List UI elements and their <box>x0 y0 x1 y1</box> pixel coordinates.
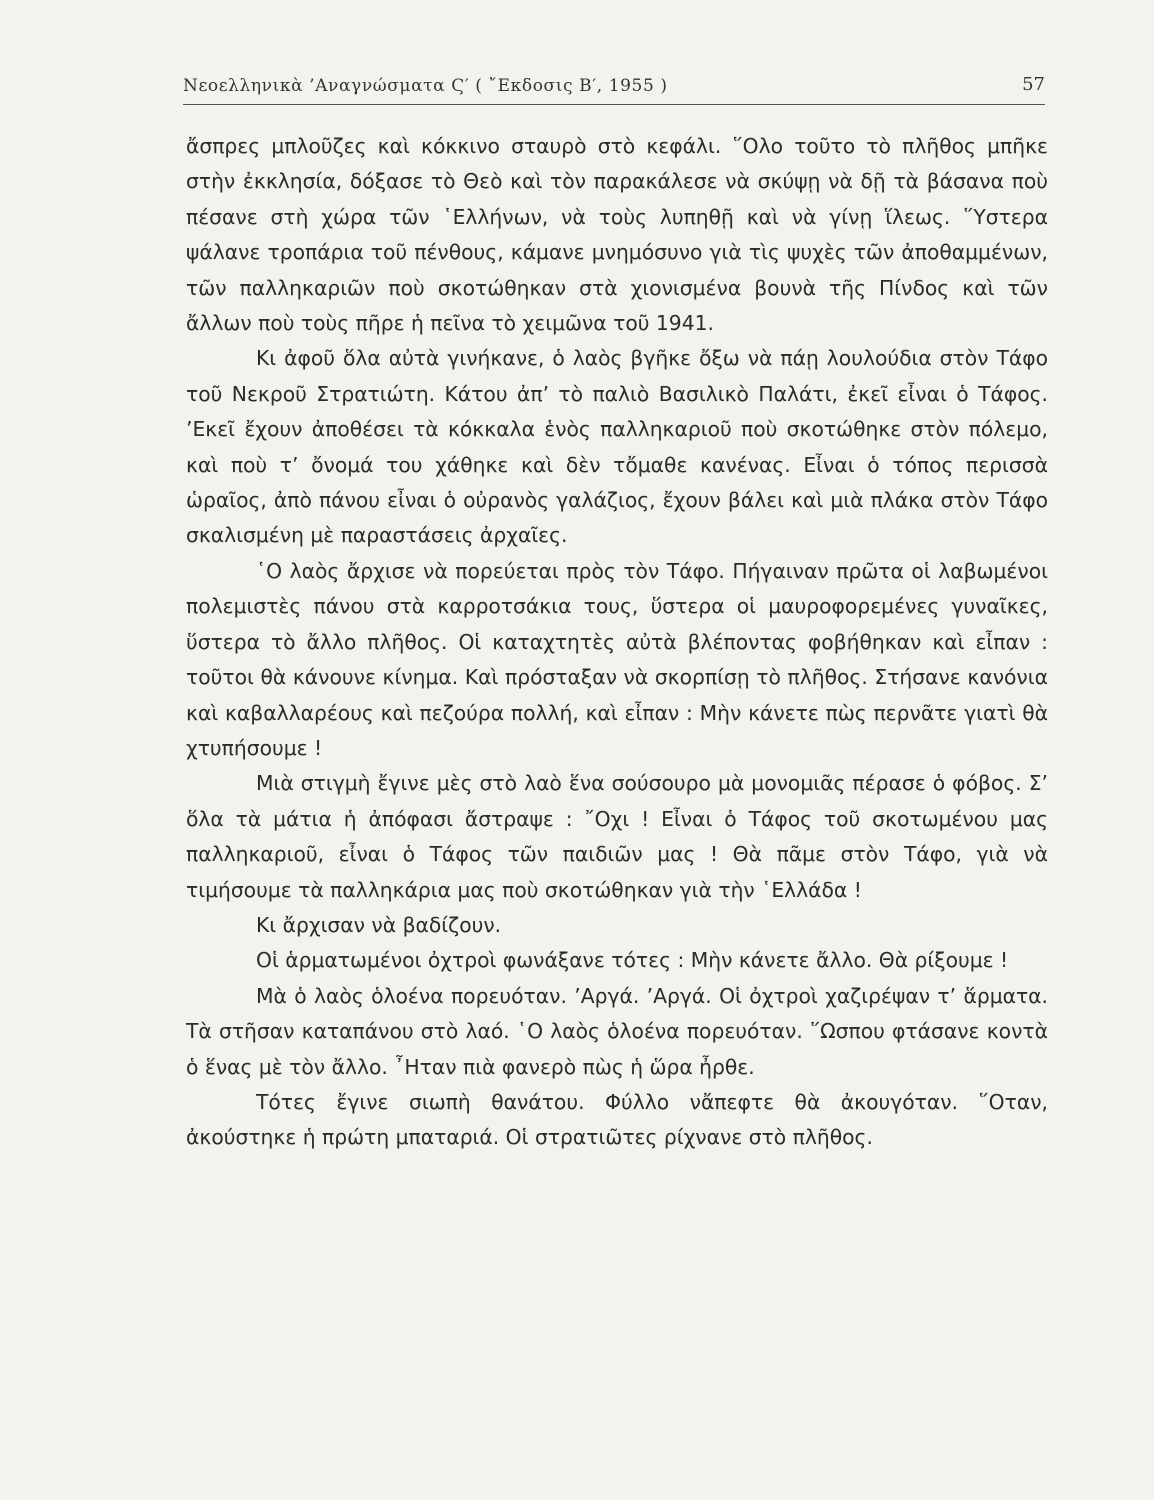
paragraph: Τότες ἔγινε σιωπὴ θανάτου. Φύλλο νἄπεφτε θὰ ἀκουγόταν. ῞Οταν, ἀκούστηκε ἡ πρώτη μπαταριά. Οἱ στρατιῶτες ρίχνανε στὸ πλῆθος. <box>186 1089 1048 1150</box>
paragraph: Οἱ ἁρματωμένοι ὀχτροὶ φωνάξανε τότες : Μὴν κάνετε ἄλλο. Θὰ ρίξουμε ! <box>256 948 1009 973</box>
paragraph: Μιὰ στιγμὴ ἔγινε μὲς στὸ λαὸ ἕνα σούσουρο μὰ μονομιᾶς πέρασε ὁ φόβος. Σ’ ὅλα τὰ μάτια ἡ ἀπόφασι ἄστραψε : ῎Οχι ! Εἶναι ὁ Τάφος τοῦ σκοτωμένου μας παλληκαριοῦ, εἶναι ὁ Τάφος τῶν παιδιῶν μας ! Θὰ πᾶμε στὸν Τάφο, γιὰ νὰ τιμήσουμε τὰ παλληκάρια μας ποὺ σκοτώθηκαν γιὰ τὴν ῾Ελλάδα ! <box>186 771 1048 902</box>
paragraph: ῾Ο λαὸς ἄρχισε νὰ πορεύεται πρὸς τὸν Τάφο. Πήγαιναν πρῶτα οἱ λαβωμένοι πολεμιστὲς πάνου στὰ καρροτσάκια τους, ὕστερα οἱ μαυροφορεμένες γυναῖκες, ὕστερα τὸ ἄλλο πλῆθος. Οἱ καταχτητὲς αὐτὰ βλέποντας φοβήθηκαν καὶ εἶπαν : τοῦτοι θὰ κάνουνε κίνημα. Καὶ πρόσταξαν νὰ σκορπίσῃ τὸ πλῆθος. Στήσανε κανόνια καὶ καβαλλαρέους καὶ πεζούρα πολλή, καὶ εἶπαν : Μὴν κάνετε πὼς περνᾶτε γιατὶ θὰ χτυπήσουμε ! <box>186 558 1048 760</box>
paragraph: ἄσπρες μπλοῦζες καὶ κόκκινο σταυρὸ στὸ κεφάλι. ῞Ολο τοῦτο τὸ πλῆθος μπῆκε στὴν ἐκκλησία, δόξασε τὸ Θεὸ καὶ τὸν παρακάλεσε νὰ σκύψῃ νὰ δῇ τὰ βάσανα ποὺ πέσανε στὴ χώρα τῶν ῾Ελλήνων, νὰ τοὺς λυπηθῇ καὶ νὰ γίνῃ ἵλεως. ῞Υστερα ψάλανε τροπάρια τοῦ πένθους, κάμανε μνημόσυνο γιὰ τὶς ψυχὲς τῶν ἀποθαμμένων, τῶν παλληκαριῶν ποὺ σκοτώθηκαν στὰ χιονισμένα βουνὰ τῆς Πίνδος καὶ τῶν ἄλλων ποὺ τοὺς πῆρε ἡ πεῖνα τὸ χειμῶνα τοῦ 1941. <box>186 134 1048 336</box>
running-header <box>183 74 1045 102</box>
paragraph: Μὰ ὁ λαὸς ὁλοένα πορευόταν. ’Αργά. ’Αργά. Οἱ ὀχτροὶ χαζιρέψαν τ’ ἅρματα. Τὰ στῆσαν καταπάνου στὸ λαό. ῾Ο λαὸς ὁλοένα πορευόταν. ῞Ωσπου φτάσανε κοντὰ ὁ ἕνας μὲ τὸν ἄλλο. ῏Ηταν πιὰ φανερὸ πὼς ἡ ὥρα ἦρθε. <box>186 983 1048 1079</box>
header-rule <box>183 104 1045 105</box>
page-number: 57 <box>1022 74 1045 95</box>
paragraph: Κι ἄρχισαν νὰ βαδίζουν. <box>256 912 502 937</box>
body-text <box>186 129 1048 1156</box>
paragraph: Κι ἀφοῦ ὅλα αὐτὰ γινήκανε, ὁ λαὸς βγῆκε ὄξω νὰ πάῃ λουλούδια στὸν Τάφο τοῦ Νεκροῦ Στρατιώτη. Κάτου ἀπ’ τὸ παλιὸ Βασιλικὸ Παλάτι, ἐκεῖ εἶναι ὁ Τάφος. ’Εκεῖ ἔχουν ἀποθέσει τὰ κόκκαλα ἑνὸς παλληκαριοῦ ποὺ σκοτώθηκε στὸν πόλεμο, καὶ ποὺ τ’ ὄνομά του χάθηκε καὶ δὲν τὄμαθε κανένας. Εἶναι ὁ τόπος περισσὰ ὡραῖος, ἀπὸ πάνου εἶναι ὁ οὐρανὸς γαλάζιος, ἔχουν βάλει καὶ μιὰ πλάκα στὸν Τάφο σκαλισμένη μὲ παραστάσεις ἀρχαῖες. <box>186 346 1048 548</box>
header-title: Νεοελληνικὰ ’Αναγνώσματα Ϛ′ ( ῎Εκδοσις Β′, 1955 ) <box>183 76 668 96</box>
